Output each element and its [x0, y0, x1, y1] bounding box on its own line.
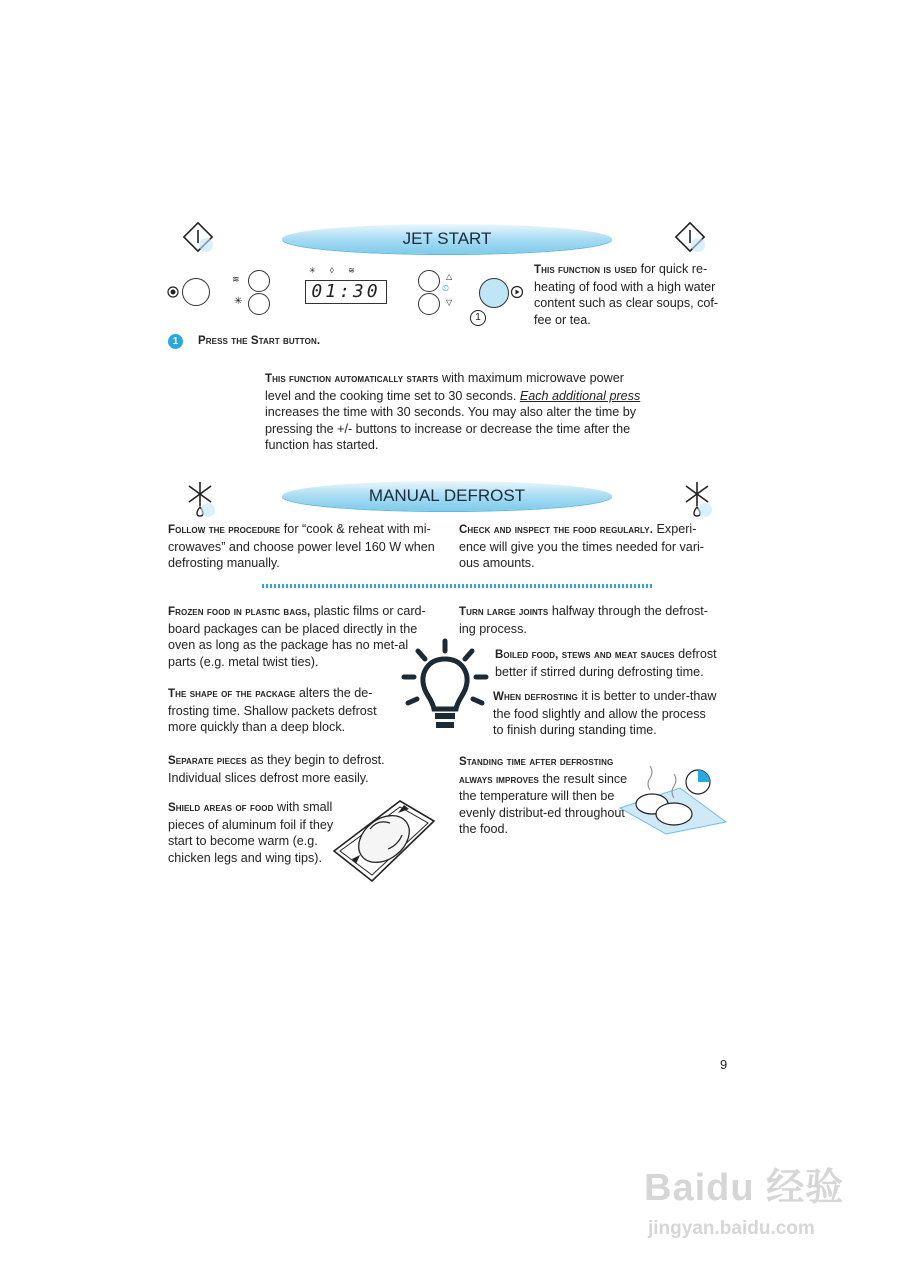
turn-joints-text: Turn large joints halfway through the defrost-ing process.	[459, 604, 708, 636]
warning-diamond-icon-right	[674, 221, 708, 255]
control-panel	[166, 264, 526, 326]
step-number-badge: 1	[168, 334, 183, 349]
follow-procedure-text: Follow the procedure for “cook & reheat with mi-crowaves” and choose power level 160 W when defrosting manually.	[168, 522, 435, 571]
minus-button[interactable]	[418, 293, 440, 315]
timer-icon: ⏲	[442, 283, 450, 293]
grill-button[interactable]	[248, 270, 270, 292]
manual-defrost-title: MANUAL DEFROST	[368, 486, 526, 505]
page-number: 9	[720, 1057, 728, 1072]
start-button[interactable]	[479, 278, 509, 308]
defrost-button[interactable]	[248, 293, 270, 315]
check-inspect-text: Check and inspect the food regularly. Experi-ence will give you the times needed for vari-ous amounts.	[459, 522, 705, 571]
grill-icon: ≋	[232, 274, 240, 284]
manual-defrost-banner	[282, 481, 612, 511]
time-display: 01:30	[305, 280, 387, 304]
stop-button[interactable]	[182, 278, 210, 306]
standing-food-illustration	[616, 762, 730, 836]
boiled-food-text: Boiled food, stews and meat sauces defrost better if stirred during defrosting time.	[495, 647, 717, 679]
down-arrow-icon: ▽	[446, 298, 453, 307]
section-divider	[262, 584, 652, 588]
display-mode-icons: ✳ ◊ ≋	[309, 266, 361, 275]
up-arrow-icon: △	[446, 272, 453, 281]
shield-areas-text: Shield areas of food with small pieces of aluminum foil if they start to become warm (e.g. chicken legs and wing tips).	[168, 800, 334, 865]
defrost-snowflake-icon-right	[679, 480, 715, 518]
step-instruction: Press the Start button.	[198, 335, 321, 347]
jet-start-intro: This function is used for quick re-heating of food with a high water content such as clear soups, cof-fee or tea.	[534, 262, 719, 327]
frozen-food-text: Frozen food in plastic bags, plastic films or card-board packages can be placed directly in the oven as long as the package has no met-al parts (e.g. metal twist ties).	[168, 604, 426, 669]
play-icon	[510, 285, 524, 299]
lightbulb-tip-icon	[398, 637, 492, 743]
power-dot-icon	[166, 285, 180, 299]
when-defrosting-text: When defrosting it is better to under-thaw the food slightly and allow the process to finish during standing time.	[493, 689, 717, 738]
jet-start-banner	[282, 224, 612, 254]
plus-button[interactable]	[418, 270, 440, 292]
watermark-logo: Baidu 经验	[644, 1167, 845, 1209]
separate-pieces-text: Separate pieces as they begin to defrost. Individual slices defrost more easily.	[168, 753, 385, 785]
warning-diamond-icon-left	[182, 221, 216, 255]
jet-start-auto: This function automatically starts with maximum microwave power level and the cooking time set to 30 seconds. Each additional press increases the time with 30 seconds. You may also alter the time by pressing the +/- buttons to increase or decrease the time after the function has started.	[265, 371, 641, 453]
defrost-snowflake-icon-left	[182, 480, 218, 518]
standing-time-text: Standing time after defrosting always improves the result since the temperature will then be evenly distribut-ed throughout the food.	[459, 756, 628, 837]
defrost-small-icon: ✳	[234, 296, 243, 307]
jet-start-title: JET START	[402, 229, 492, 248]
chicken-tray-illustration	[330, 793, 438, 887]
watermark-url: jingyan.baidu.com	[648, 1218, 815, 1239]
package-shape-text: The shape of the package alters the de-frosting time. Shallow packets defrost more quickly than a deep block.	[168, 686, 377, 735]
callout-number: 1	[470, 310, 486, 326]
